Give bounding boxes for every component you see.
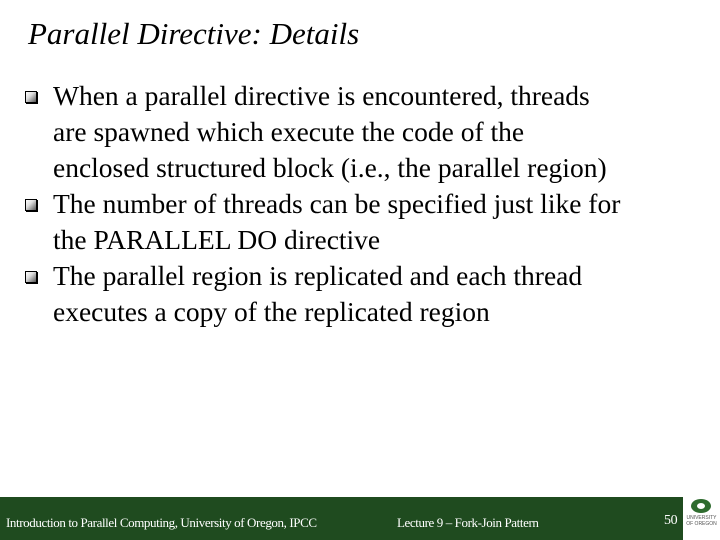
bullet-item [0, 258, 720, 330]
page-number: 50 [664, 513, 678, 528]
footer-course-title: Introduction to Parallel Computing, University of Oregon, IPCC [6, 515, 317, 530]
checkbox-bullet-icon [25, 199, 37, 211]
slide-title: Parallel Directive: Details [28, 16, 360, 51]
bullet-list [0, 78, 720, 330]
footer-bar [0, 497, 683, 540]
bullet-text-line: The parallel region is replicated and each thread [53, 260, 583, 291]
bullet-text-line: the PARALLEL DO directive [53, 224, 381, 255]
university-logo [683, 497, 720, 540]
footer-lecture-title: Lecture 9 – Fork-Join Pattern [397, 515, 539, 530]
bullet-text-line: The number of threads can be specified just like for [53, 188, 621, 219]
checkbox-bullet-icon [25, 91, 37, 103]
bullet-text-line: executes a copy of the replicated region [53, 296, 490, 327]
bullet-item [0, 78, 720, 186]
bullet-text-line: enclosed structured block (i.e., the parallel region) [53, 152, 607, 183]
bullet-text-line: When a parallel directive is encountered, threads [53, 80, 590, 111]
logo-wordmark: UNIVERSITY OF OREGON [686, 515, 717, 527]
checkbox-bullet-icon [25, 271, 37, 283]
bullet-item [0, 186, 720, 258]
oregon-o-icon [691, 499, 711, 513]
bullet-text-line: are spawned which execute the code of the [53, 116, 525, 147]
